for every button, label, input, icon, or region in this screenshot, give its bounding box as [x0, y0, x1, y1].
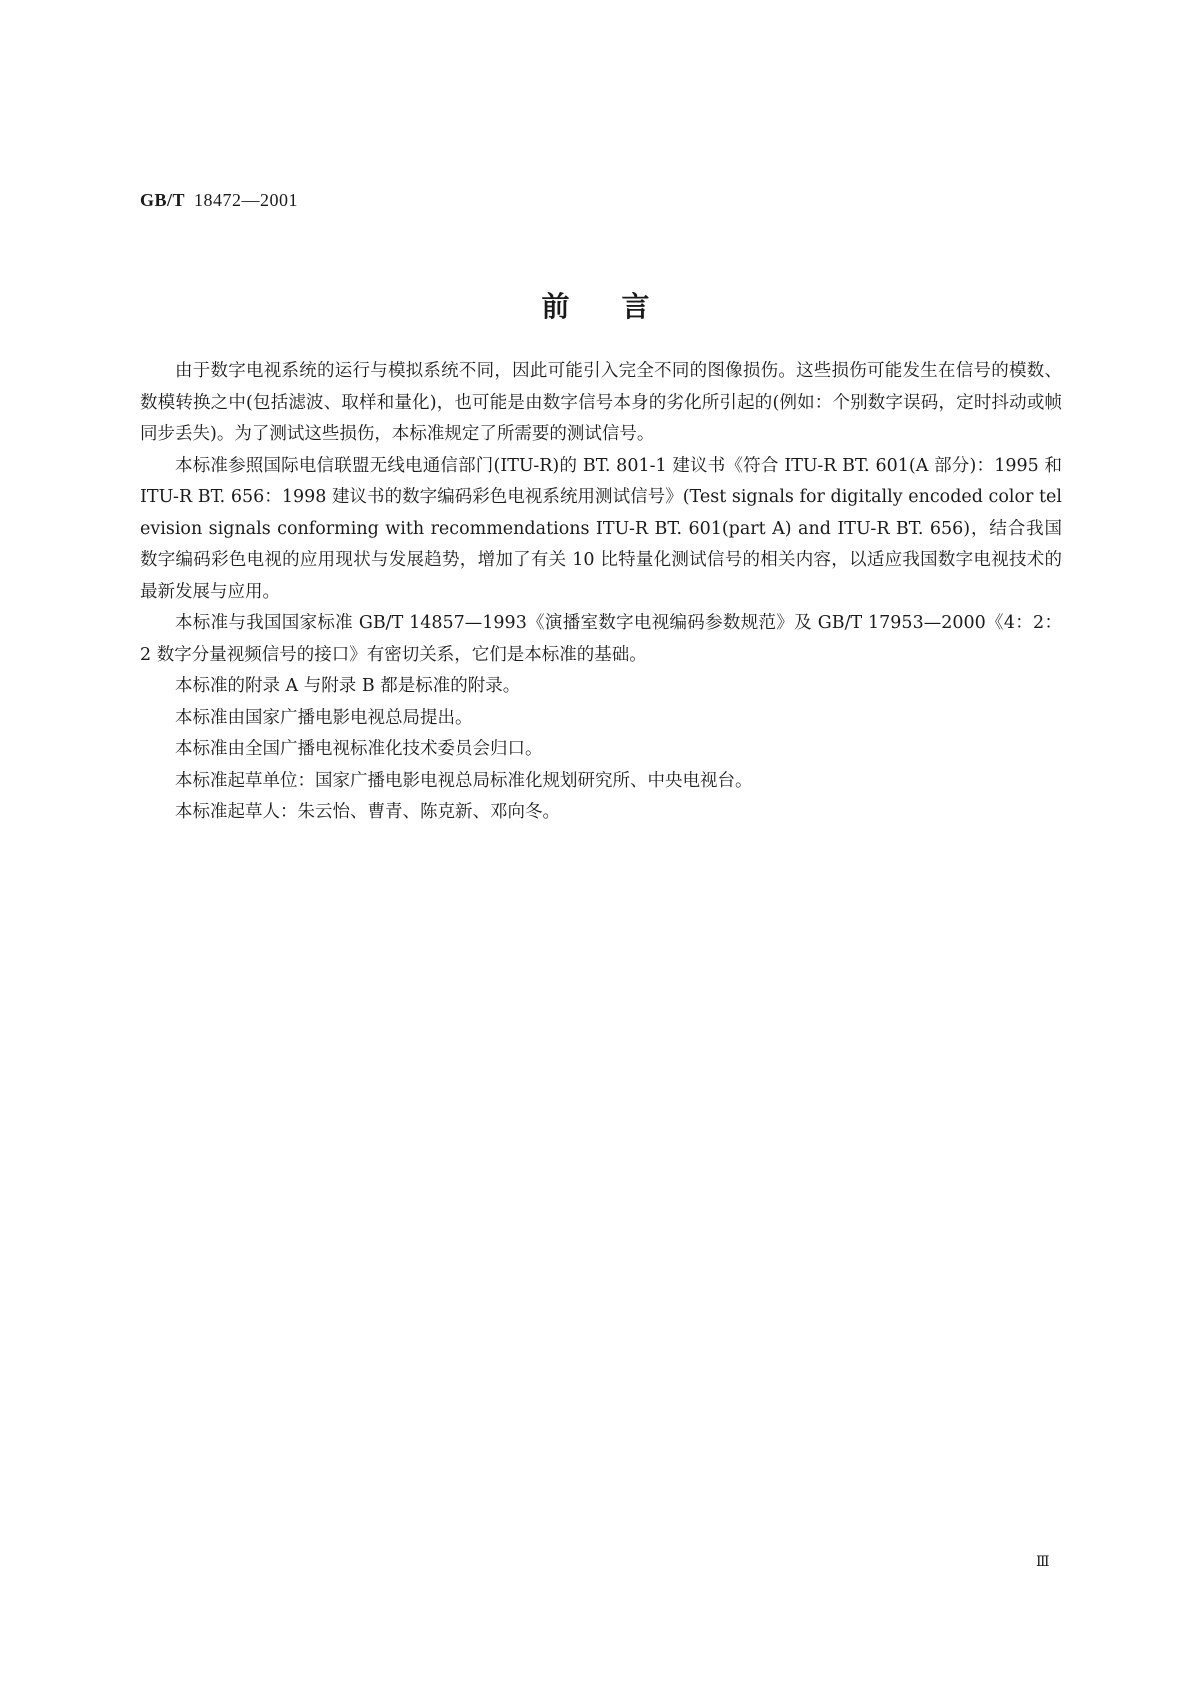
standard-number: 18472—2001	[194, 190, 299, 210]
paragraph-proposer: 本标准由国家广播电影电视总局提出。	[175, 707, 473, 728]
standard-code	[140, 190, 298, 211]
paragraph-drafting-units: 本标准起草单位：国家广播电影电视总局标准化规划研究所、中央电视台。	[175, 770, 753, 791]
paragraph-drafters: 本标准起草人：朱云怡、曹青、陈克新、邓向冬。	[175, 802, 560, 822]
foreword-body	[140, 356, 1062, 829]
paragraph-responsible-committee: 本标准由全国广播电视标准化技术委员会归口。	[175, 739, 543, 759]
paragraph-related-standards: 本标准与我国国家标准 GB/T 14857—1993《演播室数字电视编码参数规范》及 GB/T 17953—2000《4：2：2 数字分量视频信号的接口》有密切关系，它们是本标准的基础。	[140, 613, 1062, 665]
page-number: Ⅲ	[1036, 1555, 1050, 1570]
paragraph-appendices: 本标准的附录 A 与附录 B 都是标准的附录。	[175, 676, 521, 696]
paragraph-reference: 本标准参照国际电信联盟无线电通信部门(ITU-R)的 BT. 801-1 建议书《符合 ITU-R BT. 601(A 部分)：1995 和 ITU-R BT. 656：1998 建议书的数字编码彩色电视系统用测试信号》(Test signals for digitally encoded color television signals conforming with recommendations ITU-R BT. 601(part A) and ITU-R BT. 656)，结合我国数字编码彩色电视的应用现状与发展趋势，增加了有关 10 比特量化测试信号的相关内容，以适应我国数字电视技术的最新发展与应用。	[140, 455, 1062, 602]
page-title: 前言	[541, 290, 702, 323]
standard-prefix: GB/T	[140, 190, 186, 210]
paragraph-intro: 由于数字电视系统的运行与模拟系统不同，因此可能引入完全不同的图像损伤。这些损伤可能发生在信号的模数、数模转换之中(包括滤波、取样和量化)，也可能是由数字信号本身的劣化所引起的(例如：个别数字误码，定时抖动或帧同步丢失)。为了测试这些损伤，本标准规定了所需要的测试信号。	[140, 361, 1062, 444]
